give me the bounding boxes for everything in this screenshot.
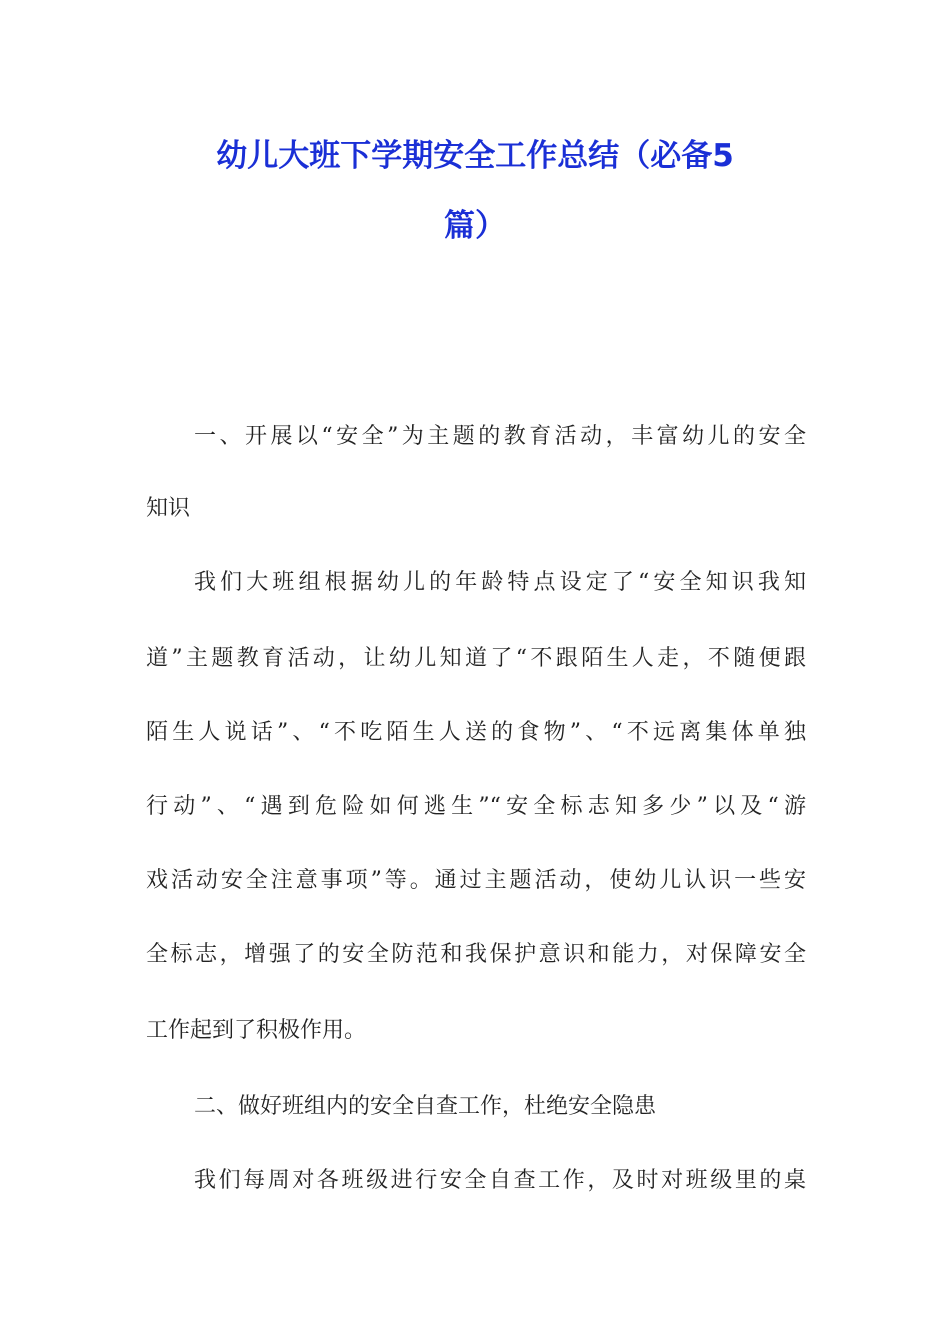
- paragraph-line: 陌生人说话”、“不吃陌生人送的食物”、“不远离集体单独: [146, 720, 806, 745]
- paragraph-line: 我们每周对各班级进行安全自查工作，及时对班级里的桌: [194, 1168, 806, 1193]
- paragraph-line: 我们大班组根据幼儿的年龄特点设定了“安全知识我知: [194, 570, 806, 595]
- document-title-line-1: 幼儿大班下学期安全工作总结（必备5: [216, 138, 734, 174]
- section-heading-1-continued: 知识: [146, 496, 191, 521]
- paragraph-line: 工作起到了积极作用。: [146, 1018, 367, 1043]
- paragraph-line: 全标志，增强了的安全防范和我保护意识和能力，对保障安全: [146, 942, 806, 967]
- paragraph-line: 道”主题教育活动，让幼儿知道了“不跟陌生人走，不随便跟: [146, 646, 806, 671]
- document-title-line-2: 篇）: [444, 208, 506, 244]
- section-heading-2: 二、做好班组内的安全自查工作，杜绝安全隐患: [194, 1094, 657, 1119]
- paragraph-line: 行动”、“遇到危险如何逃生”“安全标志知多少”以及“游: [146, 794, 806, 819]
- section-heading-1: 一、开展以“安全”为主题的教育活动，丰富幼儿的安全: [194, 424, 806, 449]
- paragraph-line: 戏活动安全注意事项”等。通过主题活动，使幼儿认识一些安: [146, 868, 806, 893]
